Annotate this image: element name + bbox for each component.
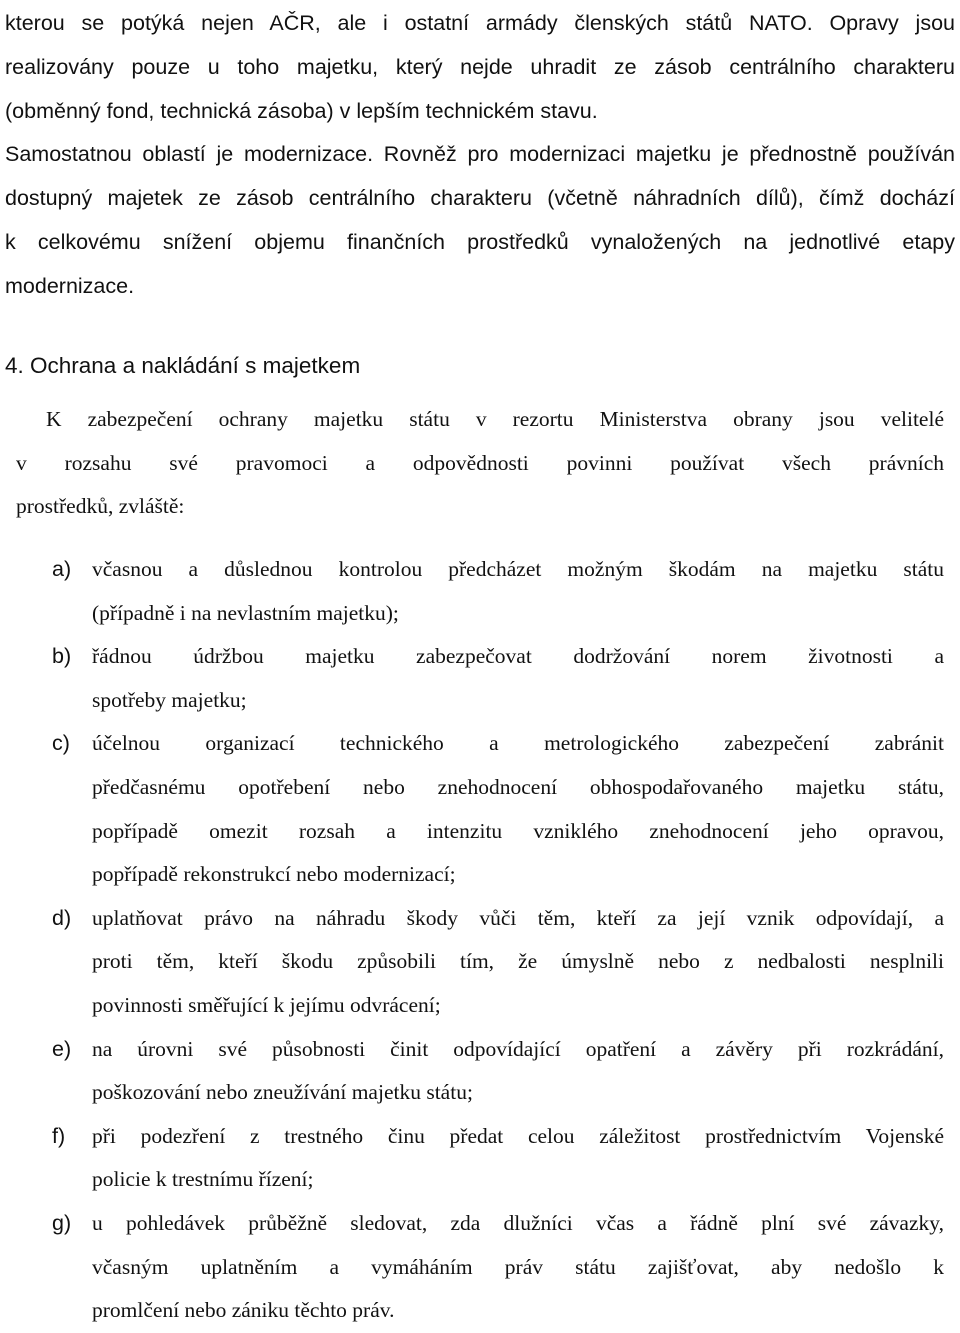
- text-line: k celkovému snížení objemu finančních prostředků vynaložených na jednotlivé etapy: [5, 229, 955, 254]
- list-item: [0, 1202, 960, 1333]
- text-line: popřípadě omezit rozsah a intenzitu vzniklého znehodnocení jeho opravou,: [92, 818, 944, 843]
- list-marker: a): [52, 557, 72, 581]
- duty-list: [0, 548, 960, 1333]
- text-line: řádnou údržbou majetku zabezpečovat dodržování norem životnosti a: [92, 644, 944, 669]
- list-item: [0, 1115, 960, 1202]
- list-item: [0, 722, 960, 896]
- text-line: při podezření z trestného činu předat celou záležitost prostřednictvím Vojenské: [92, 1123, 944, 1148]
- list-marker: c): [52, 731, 70, 756]
- text-line: Samostatnou oblastí je modernizace. Rovněž pro modernizaci majetku je přednostně používán: [5, 142, 955, 167]
- text-line: včasným uplatněním a vymáháním práv státu zajišťovat, aby nedošlo k: [92, 1254, 944, 1279]
- text-line: policie k trestnímu řízení;: [92, 1167, 314, 1192]
- list-marker: e): [52, 1036, 72, 1061]
- intro-paragraph: [16, 398, 944, 529]
- section-heading: 4. Ochrana a nakládání s majetkem: [5, 353, 361, 378]
- text-line: dostupný majetek ze zásob centrálního charakteru (včetně náhradních dílů), čímž dochází: [5, 186, 955, 211]
- text-line: K zabezpečení ochrany majetku státu v rezortu Ministerstva obrany jsou velitelé: [46, 407, 944, 431]
- list-item: [0, 635, 960, 722]
- paragraph-modernizace: [5, 2, 955, 309]
- list-marker: b): [52, 644, 72, 669]
- text-line: promlčení nebo zániku těchto práv.: [92, 1298, 395, 1323]
- text-line: realizovány pouze u toho majetku, který nejde uhradit ze zásob centrálního charakteru: [5, 54, 955, 79]
- text-line: (obměnný fond, technická zásoba) v lepším technickém stavu.: [5, 98, 598, 123]
- text-line: na úrovni své působnosti činit odpovídající opatření a závěry při rozkrádání,: [92, 1036, 944, 1061]
- text-line: uplatňovat právo na náhradu škody vůči těm, kteří za její vznik odpovídají, a: [92, 905, 944, 930]
- text-line: kterou se potýká nejen AČR, ale i ostatní armády členských států NATO. Opravy jsou: [5, 11, 955, 35]
- list-marker: f): [52, 1123, 66, 1148]
- list-item: [0, 548, 960, 635]
- text-line: proti těm, kteří škodu způsobili tím, že úmyslně nebo z nedbalosti nesplnili: [92, 949, 944, 974]
- text-line: účelnou organizací technického a metrologického zabezpečení zabránit: [92, 731, 944, 756]
- text-line: u pohledávek průběžně sledovat, zda dlužníci včas a řádně plní své závazky,: [92, 1210, 944, 1235]
- text-line: včasnou a důslednou kontrolou předcházet možným škodám na majetku státu: [92, 557, 944, 581]
- text-line: povinnosti směřující k jejímu odvrácení;: [92, 992, 441, 1017]
- text-line: prostředků, zvláště:: [16, 494, 185, 518]
- list-marker: g): [52, 1210, 72, 1235]
- text-line: poškozování nebo zneužívání majetku státu;: [92, 1080, 473, 1105]
- list-item: [0, 1028, 960, 1115]
- text-line: popřípadě rekonstrukcí nebo modernizací;: [92, 862, 456, 887]
- text-line: předčasnému opotřebení nebo znehodnocení obhospodařovaného majetku státu,: [92, 774, 944, 799]
- text-line: modernizace.: [5, 273, 135, 298]
- text-line: v rozsahu své pravomoci a odpovědnosti povinni používat všech právních: [16, 450, 944, 475]
- text-line: (případně i na nevlastním majetku);: [92, 600, 399, 625]
- list-item: [0, 897, 960, 1028]
- list-marker: d): [52, 905, 72, 930]
- text-line: spotřeby majetku;: [92, 687, 247, 712]
